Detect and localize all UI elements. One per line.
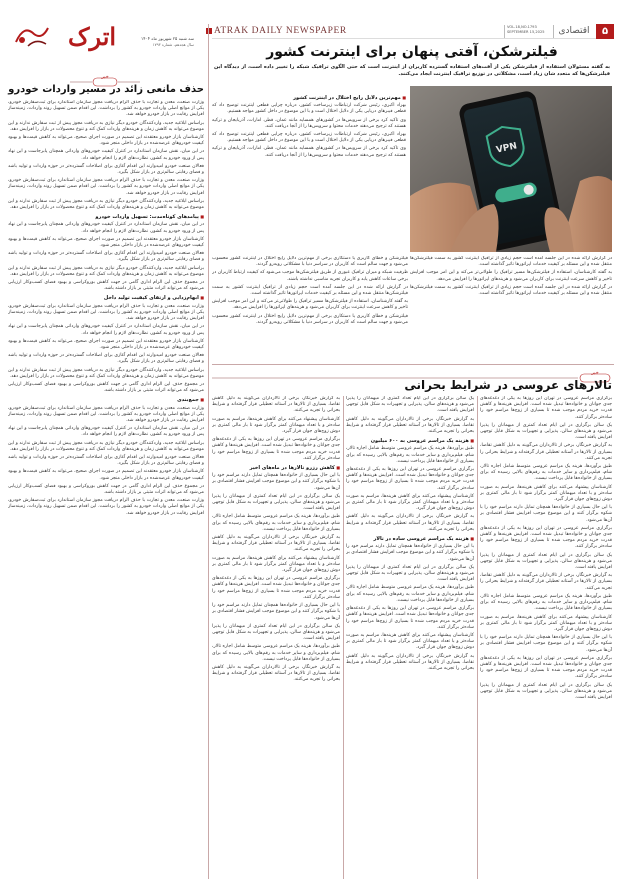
paragraph: در گزارش ارائه شده در این جلسه آمده است حجم زیادی از ترافیک اینترنت کشور به سمت فیلترشکن‌ها منتقل شده و این مسئله بر کیفیت خدمات اپراتورها تاثیر گذاشته است. [410, 284, 612, 297]
paragraph: برگزاری مراسم عروسی در تهران این روزها به یکی از دغدغه‌های جدی جوانان و خانواده‌ها تبدیل شده است. افزایش هزینه‌ها و کاهش قدرت خرید مردم موجب شده تا بسیاری از زوج‌ها مراسم خود را ساده‌تر برگزار کنند. [212, 437, 340, 461]
section-name: اقتصادی [558, 26, 590, 36]
paragraph: به گزارش خبرنگار، برخی از تالارداران می‌گویند به دلیل کاهش تقاضا، بسیاری از تالارها در آستانه تعطیلی قرار گرفته‌اند و شرایط بحرانی را تجربه می‌کنند. [212, 396, 340, 414]
paragraph: در این میان، نقش سازمان استاندارد در کنترل کیفیت خودروهای وارداتی همچنان پابرجاست و این نهاد پس از ورود خودرو به کشور، نظارت‌های لازم را انجام خواهد داد. [8, 222, 204, 234]
column-divider [208, 24, 209, 879]
main-headline: فیلترشکن، آفتی پنهان برای اینترنت کشور [266, 44, 558, 60]
second-story-headline: تالارهای عروسی در شرایط بحرانی [404, 378, 612, 392]
paragraph: وزارت صنعت، معدن و تجارت با حذف الزام دریافت مجوز سازمان استاندارد برای ثبت‌سفارش خودرو، یکی از موانع اصلی واردات خودرو به کشور را برداشت. این اقدام ضمن تسهیل روند واردات، زمینه‌ساز افزایش رقابت در بازار خودرو خواهد شد. [8, 100, 204, 118]
paragraph: کارشناسان بازار خودرو معتقدند این تصمیم در صورت اجرای صحیح، می‌تواند به کاهش قیمت‌ها و بهبود کیفیت خودروهای عرضه‌شده در بازار داخلی منجر شود. [8, 338, 204, 350]
left-story-subhead: ■ پیامدهای کوتاه‌مدت: تسهیل واردات خودرو [8, 214, 204, 220]
left-story-subhead: ■ ابهام‌زدایی و ارتقای کیفیت تولید داخل [8, 295, 204, 301]
paragraph: وی تاکید کرد برخی از سرویس‌ها در کشورهای همسایه مانند عمان، قطر، امارات، آذربایجان و ترکیه هستند که ترجیح می‌دهند خدمات محتوا و سرویس‌ها را از آنجا دریافت کنند. [212, 146, 406, 158]
paragraph: کارشناسان پیشنهاد می‌کنند برای کاهش هزینه‌ها، مراسم به صورت ساده‌تر و با تعداد میهمانان کمتر برگزار شود تا بار مالی کمتری بر دوش زوج‌های جوان قرار گیرد. [212, 416, 340, 435]
paragraph: در مجموع حذف این الزام اداری گامی در جهت کاهش بوروکراسی و بهبود فضای کسب‌وکار ارزیابی می‌شود که می‌تواند اثرات مثبتی بر بازار داشته باشد. [8, 381, 204, 394]
article-photo [410, 86, 612, 252]
paragraph: وزارت صنعت، معدن و تجارت با حذف الزام دریافت مجوز سازمان استاندارد برای ثبت‌سفارش خودرو، یکی از موانع اصلی واردات خودرو به کشور را برداشت. این اقدام ضمن تسهیل روند واردات، زمینه‌ساز افزایش رقابت در بازار خودرو خواهد شد. [8, 498, 204, 516]
paragraph: طبق برآوردها، هزینه یک مراسم عروسی متوسط شامل اجاره تالار، شام، فیلم‌برداری و سایر خدمات به رقم‌های بالایی رسیده که برای بسیاری از خانواده‌ها قابل پرداخت نیست. [212, 644, 340, 662]
paragraph: کارشناسان پیشنهاد می‌کنند برای کاهش هزینه‌ها، مراسم به صورت ساده‌تر و با تعداد میهمانان کمتر برگزار شود تا بار مالی کمتری بر دوش زوج‌های جوان قرار گیرد. [346, 632, 474, 651]
paragraph: طبق برآوردها، هزینه یک مراسم عروسی متوسط شامل اجاره تالار، شام، فیلم‌برداری و سایر خدمات به رقم‌های بالایی رسیده که برای بسیاری از خانواده‌ها قابل پرداخت نیست. [346, 585, 474, 603]
paragraph: به گفته کارشناسان، استفاده از فیلترشکن‌ها مسیر ترافیک را طولانی‌تر می‌کند و این امر موجب افزایش تاخیر و کاهش سرعت اینترنت برای کاربران می‌شود و هزینه‌های اپراتورها را افزایش می‌دهد. [212, 299, 408, 311]
main-story-intro [212, 256, 408, 362]
second-story-subhead: ■ هزینه یک مراسم عروسی به ۶۰۰ میلیون [346, 438, 474, 444]
left-story-headline: حذف مانعی زائد در مسیر واردات خودرو [8, 84, 204, 95]
paragraph: به گزارش خبرنگار، برخی از تالارداران می‌گویند به دلیل کاهش تقاضا، بسیاری از تالارها در آستانه تعطیلی قرار گرفته‌اند و شرایط بحرانی را تجربه می‌کنند. [346, 653, 474, 671]
main-lead: به گفته مسئولان استفاده از فیلترشکن یکی از آفت‌های استفاده گسترده کاربران از اینترنت است که حتی الگوی ترافیک شبکه را تغییر داده است، از دیدگاه این فیلترشکن‌ها که متعدد شان زیاد است، مشکلاتی در توزیع ترافیک اینترنت ایجاد می‌کنند. [214, 64, 610, 77]
paragraph: به گزارش خبرنگار، برخی از تالارداران می‌گویند به دلیل کاهش تقاضا، بسیاری از تالارها در آستانه تعطیلی قرار گرفته‌اند و شرایط بحرانی را تجربه می‌کنند. [346, 416, 474, 435]
section-divider [212, 364, 614, 365]
left-story-subhead: ■ جمع‌بندی [8, 397, 204, 403]
paragraph: در این میان، نقش سازمان استاندارد در کنترل کیفیت خودروهای وارداتی همچنان پابرجاست و این نهاد پس از ورود خودرو به کشور، نظارت‌های لازم را انجام خواهد داد. [8, 324, 204, 336]
newspaper-title: ATRAK DAILY NEWSPAPER [214, 26, 347, 36]
paragraph: با این حال بسیاری از خانواده‌ها همچنان تمایل دارند مراسم خود را با شکوه برگزار کنند و این موضوع موجب افزایش فشار اقتصادی بر آن‌ها می‌شود. [480, 635, 612, 653]
paragraph: در این میان، نقش سازمان استاندارد در کنترل کیفیت خودروهای وارداتی همچنان پابرجاست و این نهاد پس از ورود خودرو به کشور، نظارت‌های لازم را انجام خواهد داد. [8, 149, 204, 161]
paragraph: برگزاری مراسم عروسی در تهران این روزها به یکی از دغدغه‌های جدی جوانان و خانواده‌ها تبدیل شده است. افزایش هزینه‌ها و کاهش قدرت خرید مردم موجب شده تا بسیاری از زوج‌ها مراسم خود را ساده‌تر برگزار کنند. [346, 606, 474, 630]
volume-number: VOL.18,NO.1793 [507, 25, 537, 29]
paragraph: یک سالن برگزاری در این ایام تعداد کمتری از میهمانان را پذیرا می‌شود و هزینه‌های سالن، پذیرایی و تجهیزات به شکل قابل توجهی افزایش یافته است. [212, 493, 340, 512]
paragraph: با این حال بسیاری از خانواده‌ها همچنان تمایل دارند مراسم خود را با شکوه برگزار کنند و این موضوع موجب افزایش فشار اقتصادی بر آن‌ها می‌شود. [480, 505, 612, 523]
vpn-label: VPN [495, 141, 518, 156]
paragraph: کارشناسان بازار خودرو معتقدند این تصمیم در صورت اجرای صحیح، می‌تواند به کاهش قیمت‌ها و بهبود کیفیت خودروهای عرضه‌شده در بازار داخلی منجر شود. [8, 236, 204, 249]
paragraph: طبق برآوردها، هزینه یک مراسم عروسی متوسط شامل اجاره تالار، شام، فیلم‌برداری و سایر خدمات به رقم‌های بالایی رسیده که برای بسیاری از خانواده‌ها قابل پرداخت نیست. [346, 446, 474, 464]
logo-name: اترک [68, 22, 117, 51]
paragraph: با این حال بسیاری از خانواده‌ها همچنان تمایل دارند مراسم خود را با شکوه برگزار کنند و این موضوع موجب افزایش فشار اقتصادی بر آن‌ها می‌شود. [212, 473, 340, 491]
paragraph: با این حال بسیاری از خانواده‌ها همچنان تمایل دارند مراسم خود را با شکوه برگزار کنند و این موضوع موجب افزایش فشار اقتصادی بر آن‌ها می‌شود. [212, 603, 340, 621]
paragraph: به گزارش خبرنگار، برخی از تالارداران می‌گویند به دلیل کاهش تقاضا، بسیاری از تالارها در آستانه تعطیلی قرار گرفته‌اند و شرایط بحرانی را تجربه می‌کنند. [480, 443, 612, 461]
paragraph: یک سالن برگزاری در این ایام تعداد کمتری از میهمانان را پذیرا می‌شود و هزینه‌های سالن، پذیرایی و تجهیزات به شکل قابل توجهی افزایش یافته است. [212, 623, 340, 642]
paragraph: وزارت صنعت، معدن و تجارت با حذف الزام دریافت مجوز سازمان استاندارد برای ثبت‌سفارش خودرو، یکی از موانع اصلی واردات خودرو به کشور را برداشت. این اقدام ضمن تسهیل روند واردات، زمینه‌ساز افزایش رقابت در بازار خودرو خواهد شد. [8, 178, 204, 196]
paragraph: به گزارش خبرنگار، برخی از تالارداران می‌گویند به دلیل کاهش تقاضا، بسیاری از تالارها در آستانه تعطیلی قرار گرفته‌اند و شرایط بحرانی را تجربه می‌کنند. [212, 535, 340, 553]
paragraph: وی تاکید کرد برخی از سرویس‌ها در کشورهای همسایه مانند عمان، قطر، امارات، آذربایجان و ترکیه هستند که ترجیح می‌دهند خدمات محتوا و سرویس‌ها را از آنجا دریافت کنند. [212, 117, 406, 129]
second-story-column-left [212, 396, 340, 879]
paragraph: در این میان، نقش سازمان استاندارد در کنترل کیفیت خودروهای وارداتی همچنان پابرجاست و این نهاد پس از ورود خودرو به کشور، نظارت‌های لازم را انجام خواهد داد. [8, 426, 204, 438]
paragraph: کارشناسان بازار خودرو معتقدند این تصمیم در صورت اجرای صحیح، می‌تواند به کاهش قیمت‌ها و بهبود کیفیت خودروهای عرضه‌شده در بازار داخلی منجر شود. [8, 469, 204, 481]
second-story-subhead: ■ کاهش رزرو تالارها در ماه‌های اخیر [212, 465, 340, 471]
paragraph: ظرفیت شبکه و میزان ترافیک عبوری از طریق فیلترشکن‌ها موجب می‌شود که کیفیت ارتباط کاربران در برخی ساعات کاهش یابد و کاربران تجربه مناسبی نداشته باشند. [212, 270, 408, 282]
paragraph: کارشناسان پیشنهاد می‌کنند برای کاهش هزینه‌ها، مراسم به صورت ساده‌تر و با تعداد میهمانان کمتر برگزار شود تا بار مالی کمتری بر دوش زوج‌های جوان قرار گیرد. [480, 614, 612, 632]
paragraph: وزارت صنعت، معدن و تجارت با حذف الزام دریافت مجوز سازمان استاندارد برای ثبت‌سفارش خودرو، یکی از موانع اصلی واردات خودرو به کشور را برداشت. این اقدام ضمن تسهیل روند واردات، زمینه‌ساز افزایش رقابت در بازار خودرو خواهد شد. [8, 405, 204, 423]
paragraph: یک سالن برگزاری در این ایام تعداد کمتری از میهمانان را پذیرا می‌شود و هزینه‌های سالن، پذیرایی و تجهیزات به شکل قابل توجهی افزایش یافته است. [480, 682, 612, 700]
masthead-marker [206, 28, 212, 34]
paragraph: فعالان صنعت خودرو امیدوارند این اقدام آغازی برای اصلاحات گسترده‌تر در حوزه واردات و تولید باشد و فضای رقابتی سالم‌تری در بازار شکل بگیرد. [8, 251, 204, 263]
paragraph: فعالان صنعت خودرو امیدوارند این اقدام آغازی برای اصلاحات گسترده‌تر در حوزه واردات و تولید باشد و فضای رقابتی سالم‌تری در بازار شکل بگیرد. [8, 353, 204, 365]
paragraph: بهزاد اکبری، رئیس شرکت ارتباطات زیرساخت کشور، درباره چرایی قطعی اینترنت توضیح داد که قطعی فیبرهای دریایی یکی از دلایل اختلال است و با این موضوع در داخل کشور مواجه هستیم. [212, 132, 406, 144]
paragraph: براساس ابلاغیه جدید، واردکنندگان خودرو دیگر نیازی به دریافت مجوز پیش از ثبت سفارش ندارند و این موضوع می‌تواند به کاهش زمان و هزینه‌های واردات کمک کند و تنوع محصولات در بازار را افزایش دهد. [8, 367, 204, 379]
paragraph: طبق برآوردها، هزینه یک مراسم عروسی متوسط شامل اجاره تالار، شام، فیلم‌برداری و سایر خدمات به رقم‌های بالایی رسیده که برای بسیاری از خانواده‌ها قابل پرداخت نیست. [212, 514, 340, 532]
paragraph: یک سالن برگزاری در این ایام تعداد کمتری از میهمانان را پذیرا می‌شود و هزینه‌های سالن، پذیرایی و تجهیزات به شکل قابل توجهی افزایش یافته است. [480, 422, 612, 441]
paragraph: با این حال بسیاری از خانواده‌ها همچنان تمایل دارند مراسم خود را با شکوه برگزار کنند و این موضوع موجب افزایش فشار اقتصادی بر آن‌ها می‌شود. [346, 544, 474, 562]
paragraph: در گزارش ارائه شده در این جلسه آمده است حجم زیادی از ترافیک اینترنت کشور به سمت فیلترشکن‌ها منتقل شده و این مسئله بر کیفیت خدمات اپراتورها تاثیر گذاشته است. [410, 256, 612, 268]
paragraph: بهزاد اکبری، رئیس شرکت ارتباطات زیرساخت کشور، درباره چرایی قطعی اینترنت توضیح داد که قطعی فیبرهای دریایی یکی از دلایل اختلال است و با این موضوع در داخل کشور مواجه هستیم. [212, 103, 406, 115]
issue-meta: سال هجدهم، شماره ۱۷۹۳ [152, 42, 194, 47]
left-story-badge [70, 72, 140, 82]
paragraph: برگزاری مراسم عروسی در تهران این روزها به یکی از دغدغه‌های جدی جوانان و خانواده‌ها تبدیل شده است. افزایش هزینه‌ها و کاهش قدرت خرید مردم موجب شده تا بسیاری از زوج‌ها مراسم خود را ساده‌تر برگزار کنند. [480, 396, 612, 420]
english-date: SEPTEMBER 15,2025 [507, 30, 545, 34]
paragraph: کارشناسان بازار خودرو معتقدند این تصمیم در صورت اجرای صحیح، می‌تواند به کاهش قیمت‌ها و بهبود کیفیت خودروهای عرضه‌شده در بازار داخلی منجر شود. [8, 135, 204, 147]
paragraph: کارشناسان پیشنهاد می‌کنند برای کاهش هزینه‌ها، مراسم به صورت ساده‌تر و با تعداد میهمانان کمتر برگزار شود تا بار مالی کمتری بر دوش زوج‌های جوان قرار گیرد. [480, 484, 612, 503]
left-story-body [8, 100, 204, 879]
volume-box [504, 25, 554, 38]
paragraph: طبق برآوردها، هزینه یک مراسم عروسی متوسط شامل اجاره تالار، شام، فیلم‌برداری و سایر خدمات به رقم‌های بالایی رسیده که برای بسیاری از خانواده‌ها قابل پرداخت نیست. [480, 464, 612, 482]
second-story-column-middle [346, 396, 474, 879]
paragraph: برگزاری مراسم عروسی در تهران این روزها به یکی از دغدغه‌های جدی جوانان و خانواده‌ها تبدیل شده است. افزایش هزینه‌ها و کاهش قدرت خرید مردم موجب شده تا بسیاری از زوج‌ها مراسم خود را ساده‌تر برگزار کنند. [480, 655, 612, 680]
paragraph: برگزاری مراسم عروسی در تهران این روزها به یکی از دغدغه‌های جدی جوانان و خانواده‌ها تبدیل شده است. افزایش هزینه‌ها و کاهش قدرت خرید مردم موجب شده تا بسیاری از زوج‌ها مراسم خود را ساده‌تر برگزار کنند. [212, 576, 340, 600]
paragraph: در مجموع حذف این الزام اداری گامی در جهت کاهش بوروکراسی و بهبود فضای کسب‌وکار ارزیابی می‌شود که می‌تواند اثرات مثبتی بر بازار داشته باشد. [8, 280, 204, 292]
paragraph: طبق برآوردها، هزینه یک مراسم عروسی متوسط شامل اجاره تالار، شام، فیلم‌برداری و سایر خدمات به رقم‌های بالایی رسیده که برای بسیاری از خانواده‌ها قابل پرداخت نیست. [480, 593, 612, 612]
second-story-subhead: ■ هزینه یک مراسم عروسی ساده در تالار [346, 536, 474, 542]
paragraph: در گزارش ارائه شده در این جلسه آمده است حجم زیادی از ترافیک اینترنت کشور به سمت فیلترشکن‌ها منتقل شده و این مسئله بر کیفیت خدمات اپراتورها تاثیر گذاشته است. [212, 284, 408, 297]
paragraph: براساس ابلاغیه جدید، واردکنندگان خودرو دیگر نیازی به دریافت مجوز پیش از ثبت سفارش ندارند و این موضوع می‌تواند به کاهش زمان و هزینه‌های واردات کمک کند و تنوع محصولات در بازار را افزایش دهد. [8, 440, 204, 452]
badge-label: خبر [101, 74, 109, 80]
vpn-phone-illustration [410, 86, 612, 252]
paragraph: براساس ابلاغیه جدید، واردکنندگان خودرو دیگر نیازی به دریافت مجوز پیش از ثبت سفارش ندارند و این موضوع می‌تواند به کاهش زمان و هزینه‌های واردات کمک کند و تنوع محصولات در بازار را افزایش دهد. [8, 198, 204, 211]
paragraph: یک سالن برگزاری در این ایام تعداد کمتری از میهمانان را پذیرا می‌شود و هزینه‌های سالن، پذیرایی و تجهیزات به شکل قابل توجهی افزایش یافته است. [346, 396, 474, 414]
main-story-subhead: ■ مهم‌ترین دلایل رایج اختلال در اینترنت کشور [212, 95, 406, 101]
second-story-column-right [480, 396, 612, 879]
paragraph: برگزاری مراسم عروسی در تهران این روزها به یکی از دغدغه‌های جدی جوانان و خانواده‌ها تبدیل شده است. افزایش هزینه‌ها و کاهش قدرت خرید مردم موجب شده تا بسیاری از زوج‌ها مراسم خود را ساده‌تر برگزار کنند. [346, 467, 474, 491]
column-divider [477, 396, 478, 879]
paragraph: یک سالن برگزاری در این ایام تعداد کمتری از میهمانان را پذیرا می‌شود و هزینه‌های سالن، پذیرایی و تجهیزات به شکل قابل توجهی افزایش یافته است. [480, 552, 612, 571]
paragraph: به گزارش خبرنگار، برخی از تالارداران می‌گویند به دلیل کاهش تقاضا، بسیاری از تالارها در آستانه تعطیلی قرار گرفته‌اند و شرایط بحرانی را تجربه می‌کنند. [212, 664, 340, 683]
paragraph: فیلترشکن و خطای کاربری یا دستکاری برخی از مهم‌ترین دلایل رایج اختلال در اینترنت کشور محسوب می‌شود و جهت سالم است که کاربران در سراسر دنیا با مشکلاتی روبه‌رو گردند. [212, 313, 408, 325]
paragraph: براساس ابلاغیه جدید، واردکنندگان خودرو دیگر نیازی به دریافت مجوز پیش از ثبت سفارش ندارند و این موضوع می‌تواند به کاهش زمان و هزینه‌های واردات کمک کند و تنوع محصولات در بازار را افزایش دهد. [8, 265, 204, 277]
logo-emblem-icon [12, 20, 52, 50]
main-story-column-right [410, 256, 612, 362]
paragraph: برگزاری مراسم عروسی در تهران این روزها به یکی از دغدغه‌های جدی جوانان و خانواده‌ها تبدیل شده است. افزایش هزینه‌ها و کاهش قدرت خرید مردم موجب شده تا بسیاری از زوج‌ها مراسم خود را ساده‌تر برگزار کنند. [480, 525, 612, 550]
paragraph: به گفته کارشناسان، استفاده از فیلترشکن‌ها مسیر ترافیک را طولانی‌تر می‌کند و این امر موجب افزایش تاخیر و کاهش سرعت اینترنت برای کاربران می‌شود و هزینه‌های اپراتورها را افزایش می‌دهد. [410, 270, 612, 282]
paragraph: براساس ابلاغیه جدید، واردکنندگان خودرو دیگر نیازی به دریافت مجوز پیش از ثبت سفارش ندارند و این موضوع می‌تواند به کاهش زمان و هزینه‌های واردات کمک کند و تنوع محصولات در بازار را افزایش دهد. [8, 120, 204, 132]
paragraph: فعالان صنعت خودرو امیدوارند این اقدام آغازی برای اصلاحات گسترده‌تر در حوزه واردات و تولید باشد و فضای رقابتی سالم‌تری در بازار شکل بگیرد. [8, 163, 204, 176]
main-story-column-left [212, 92, 406, 252]
paragraph: کارشناسان پیشنهاد می‌کنند برای کاهش هزینه‌ها، مراسم به صورت ساده‌تر و با تعداد میهمانان کمتر برگزار شود تا بار مالی کمتری بر دوش زوج‌های جوان قرار گیرد. [346, 493, 474, 512]
paragraph: یک سالن برگزاری در این ایام تعداد کمتری از میهمانان را پذیرا می‌شود و هزینه‌های سالن، پذیرایی و تجهیزات به شکل قابل توجهی افزایش یافته است. [346, 564, 474, 583]
paragraph: در مجموع حذف این الزام اداری گامی در جهت کاهش بوروکراسی و بهبود فضای کسب‌وکار ارزیابی می‌شود که می‌تواند اثرات مثبتی بر بازار داشته باشد. [8, 483, 204, 495]
paragraph: به گزارش خبرنگار، برخی از تالارداران می‌گویند به دلیل کاهش تقاضا، بسیاری از تالارها در آستانه تعطیلی قرار گرفته‌اند و شرایط بحرانی را تجربه می‌کنند. [480, 573, 612, 591]
paragraph: فعالان صنعت خودرو امیدوارند این اقدام آغازی برای اصلاحات گسترده‌تر در حوزه واردات و تولید باشد و فضای رقابتی سالم‌تری در بازار شکل بگیرد. [8, 454, 204, 467]
badge-label: خبر [591, 370, 599, 376]
page-number: ۵ [596, 24, 614, 39]
paragraph: فیلترشکن و خطای کاربری یا دستکاری برخی از مهم‌ترین دلایل رایج اختلال در اینترنت کشور محسوب می‌شود و جهت سالم است که کاربران در سراسر دنیا با مشکلاتی روبه‌رو گردند. [212, 256, 408, 268]
paragraph: کارشناسان پیشنهاد می‌کنند برای کاهش هزینه‌ها، مراسم به صورت ساده‌تر و با تعداد میهمانان کمتر برگزار شود تا بار مالی کمتری بر دوش زوج‌های جوان قرار گیرد. [212, 555, 340, 574]
paragraph: وزارت صنعت، معدن و تجارت با حذف الزام دریافت مجوز سازمان استاندارد برای ثبت‌سفارش خودرو، یکی از موانع اصلی واردات خودرو به کشور را برداشت. این اقدام ضمن تسهیل روند واردات، زمینه‌ساز افزایش رقابت در بازار خودرو خواهد شد. [8, 303, 204, 322]
paragraph: به گزارش خبرنگار، برخی از تالارداران می‌گویند به دلیل کاهش تقاضا، بسیاری از تالارها در آستانه تعطیلی قرار گرفته‌اند و شرایط بحرانی را تجربه می‌کنند. [346, 514, 474, 532]
column-divider [343, 396, 344, 879]
second-story-badge [212, 368, 614, 378]
issue-date: سه شنبه ۲۵ شهریور ماه ۱۴۰۴ [140, 36, 194, 41]
